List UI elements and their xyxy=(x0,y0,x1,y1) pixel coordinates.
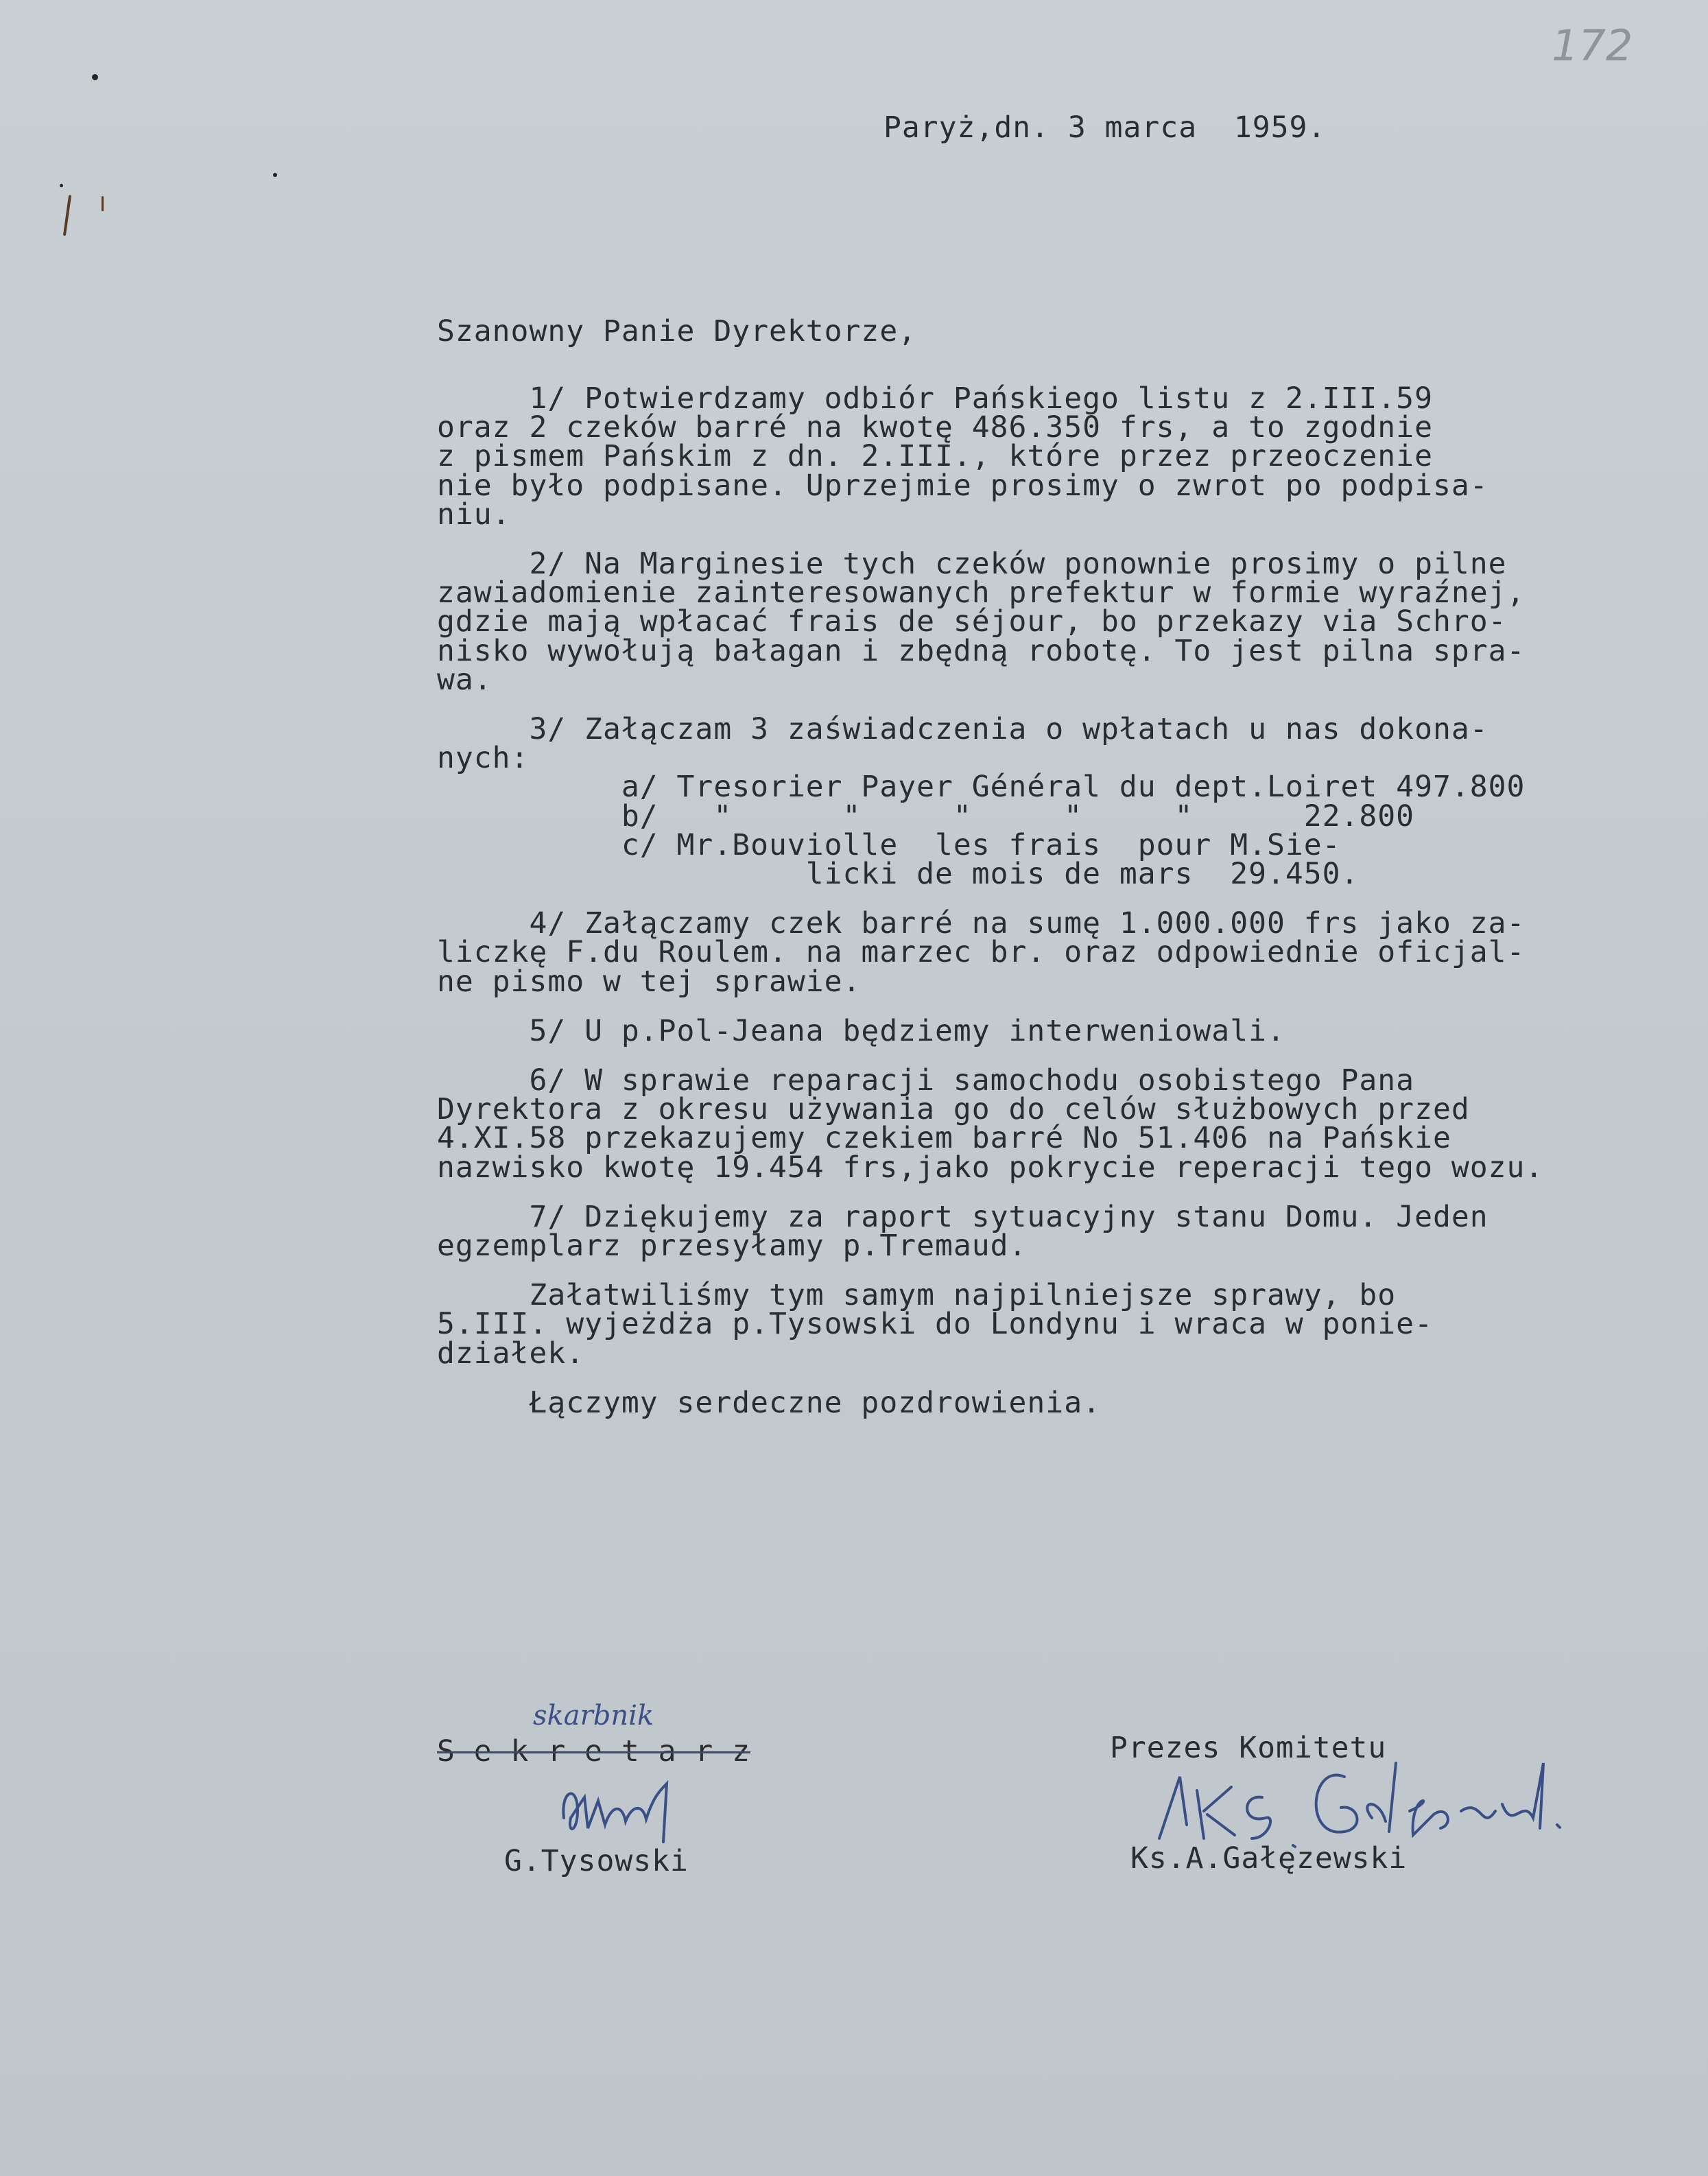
body-line: b/ " " " " " 22.800 xyxy=(437,799,1415,833)
ink-speck xyxy=(92,74,98,80)
date-line: Paryż,dn. 3 marca 1959. xyxy=(883,110,1327,145)
ink-speck xyxy=(60,184,63,187)
left-title-struck: S e k r e t a r z xyxy=(437,1734,751,1769)
left-name: G.Tysowski xyxy=(504,1844,689,1878)
body-line: liczkę F.du Roulem. na marzec br. oraz odpowiednie oficjal- xyxy=(437,935,1526,970)
right-name: Ks.A.Gałęzewski xyxy=(1130,1841,1408,1876)
body-line: Łączymy serdeczne pozdrowienia. xyxy=(437,1385,1101,1420)
body-line: niu. xyxy=(437,497,511,532)
body-line: z pismem Pańskim z dn. 2.III., które przez przeoczenie xyxy=(437,439,1433,474)
body-line: licki de mois de mars 29.450. xyxy=(437,857,1360,891)
archive-page-number: 172 xyxy=(1552,21,1633,71)
ink-speck xyxy=(273,173,277,177)
body-line: 2/ Na Marginesie tych czeków ponownie prosimy o pilne xyxy=(437,547,1507,581)
body-line: Załatwiliśmy tym samym najpilniejsze sprawy, bo xyxy=(437,1278,1397,1313)
body-line: nie było podpisane. Uprzejmie prosimy o zwrot po podpisa- xyxy=(437,468,1488,503)
body-line: gdzie mają wpłacać frais de séjour, bo przekazy via Schro- xyxy=(437,604,1507,639)
body-line: egzemplarz przesyłamy p.Tremaud. xyxy=(437,1229,1028,1263)
body-line: Dyrektora z okresu używania go do celów służbowych przed xyxy=(437,1092,1470,1127)
body-line: 5/ U p.Pol-Jeana będziemy interweniowali. xyxy=(437,1013,1285,1048)
body-line: 4/ Załączamy czek barré na sumę 1.000.000 frs jako za- xyxy=(437,906,1526,941)
body-line: a/ Tresorier Payer Général du dept.Loiret 497.800 xyxy=(437,770,1526,805)
body-line: 1/ Potwierdzamy odbiór Pańskiego listu z 2.III.59 xyxy=(437,381,1433,416)
tysowski-signature xyxy=(557,1777,687,1852)
body-line: nisko wywołują bałagan i zbędną robotę. To jest pilna spra- xyxy=(437,633,1526,668)
body-line: wa. xyxy=(437,662,493,697)
body-line: zawiadomienie zainteresowanych prefektur w formie wyraźnej, xyxy=(437,576,1526,611)
body-line: c/ Mr.Bouviolle les frais pour M.Sie- xyxy=(437,827,1341,862)
left-title-handwritten: skarbnik xyxy=(533,1700,654,1731)
body-line: nych: xyxy=(437,741,530,776)
body-line: oraz 2 czeków barré na kwotę 486.350 frs, a to zgodnie xyxy=(437,410,1433,445)
body-line: działek. xyxy=(437,1336,585,1371)
body-line: 5.III. wyjeżdża p.Tysowski do Londynu i wraca w ponie- xyxy=(437,1307,1433,1342)
body-line: 6/ W sprawie reparacji samochodu osobistego Pana xyxy=(437,1063,1415,1098)
ink-tick xyxy=(102,196,104,211)
body-line: 3/ Załączam 3 zaświadczenia o wpłatach u nas dokona- xyxy=(437,712,1488,746)
body-line: nazwisko kwotę 19.454 frs,jako pokrycie reperacji tego wozu. xyxy=(437,1150,1544,1185)
body-line: 4.XI.58 przekazujemy czekiem barré No 51.406 na Pańskie xyxy=(437,1121,1451,1156)
salutation: Szanowny Panie Dyrektorze, xyxy=(437,314,917,348)
body-line: ne pismo w tej sprawie. xyxy=(437,964,862,999)
body-line: 7/ Dziękujemy za raport sytuacyjny stanu Domu. Jeden xyxy=(437,1199,1488,1234)
ink-tick xyxy=(63,195,71,236)
right-title: Prezes Komitetu xyxy=(1110,1731,1387,1765)
